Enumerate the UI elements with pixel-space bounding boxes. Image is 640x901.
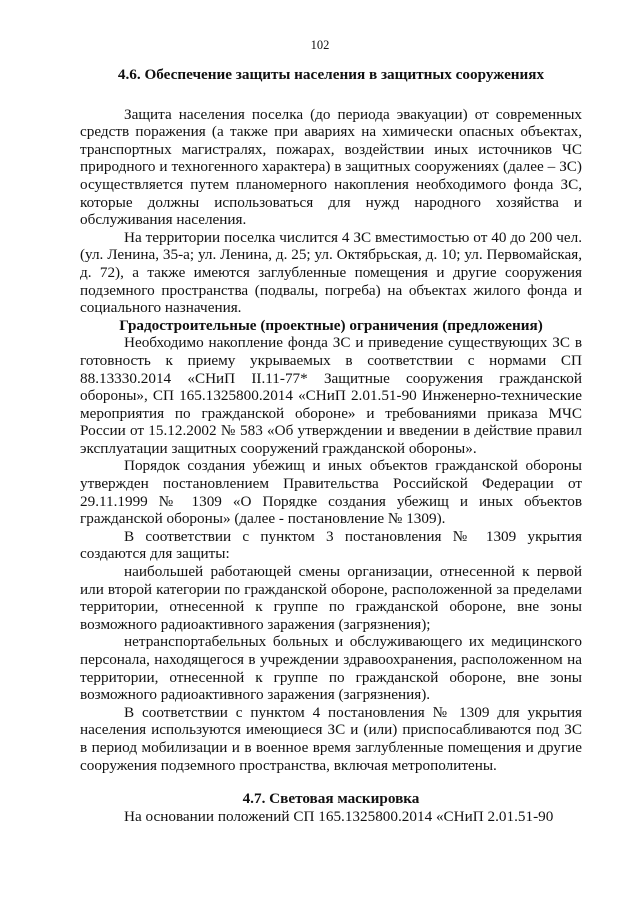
- paragraph: В соответствии с пунктом 3 постановления № 1309 укрытия создаются для защиты:: [80, 527, 582, 563]
- paragraph: нетранспортабельных больных и обслуживающего их медицинского персонала, находящегося в учреждении здравоохранения, расположенном на территории, отнесенной к группе по гражданской обороне, вне зоны возможного радиоактивного заражения (загрязнения).: [80, 633, 582, 704]
- paragraph: На основании положений СП 165.1325800.2014 «СНиП 2.01.51-90: [124, 807, 554, 825]
- paragraph: наибольшей работающей смены организации, отнесенной к первой или второй категории по гражданской обороне, расположенной за пределами территории, отнесенной к группе по гражданской обороне, вне зоны возможного радиоактивного заражения (загрязнения);: [80, 563, 582, 633]
- page-content: [80, 66, 582, 825]
- paragraph: На территории поселка числится 4 ЗС вместимостью от 40 до 200 чел. (ул. Ленина, 35-а; ул. Ленина, д. 25; ул. Октябрьская, д. 10; ул. Первомайская, д. 72), а также имеются заглубленные помещения и другие сооружения подземного пространства (подвалы, погреба) на объектах жилого фонда и социального назначения.: [80, 228, 582, 317]
- section-heading-2: 4.7. Световая маскировка: [242, 790, 420, 808]
- subheading: Градостроительные (проектные) ограничения (предложения): [119, 316, 543, 334]
- section-heading: 4.6. Обеспечение защиты населения в защитных сооружениях: [117, 66, 545, 83]
- paragraph: Необходимо накопление фонда ЗС и приведение существующих ЗС в готовность к приему укрываемых в соответствии с нормами СП 88.13330.2014 «СНиП II.11-77* Защитные сооружения гражданской обороны», СП 165.1325800.2014 «СНиП 2.01.51-90 Инженерно-технические мероприятия по гражданской обороне» и требованиями приказа МЧС России от 15.12.2002 № 583 «Об утверждении и введении в действие правил эксплуатации защитных сооружений гражданской обороны».: [80, 334, 582, 457]
- paragraph: В соответствии с пунктом 4 постановления № 1309 для укрытия населения используются имеющиеся ЗС и (или) приспосабливаются под ЗС в период мобилизации и в военное время заглубленные помещения и другие сооружения подземного пространства, включая метрополитены.: [80, 703, 582, 774]
- paragraph: Защита населения поселка (до периода эвакуации) от современных средств поражения (а также при авариях на химически опасных объектах, транспортных магистралях, пожарах, воздействии иных источников ЧС природного и техногенного характера) в защитных сооружениях (далее – ЗС) осуществляется путем планомерного накопления необходимого фонда ЗС, которые должны использоваться для нужд народного хозяйства и обслуживания населения.: [80, 105, 582, 229]
- paragraph: Порядок создания убежищ и иных объектов гражданской обороны утвержден постановлением Правительства Российской Федерации от 29.11.1999 № 1309 «О Порядке создания убежищ и иных объектов гражданской обороны» (далее - постановление № 1309).: [80, 457, 582, 528]
- page-number: 102: [310, 38, 330, 52]
